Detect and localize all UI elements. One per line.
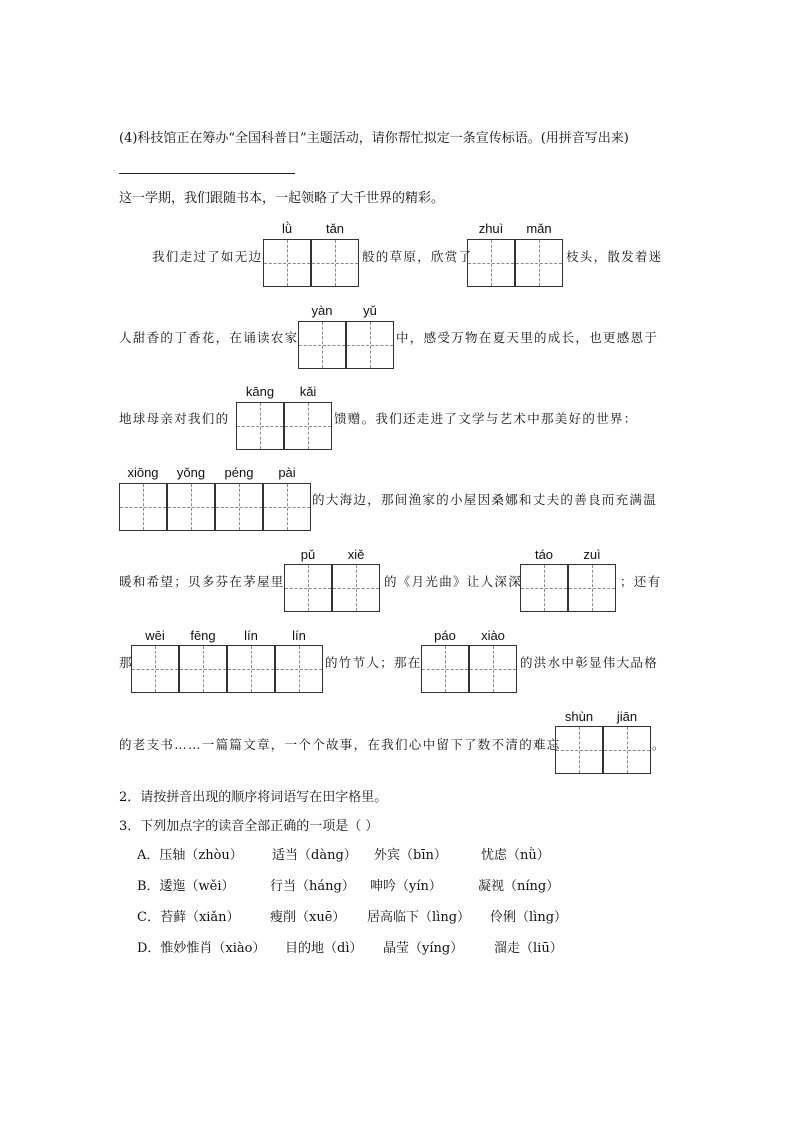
pinyin: pài — [278, 465, 296, 480]
pinyin: yǔ — [363, 303, 377, 318]
tianzige-box[interactable] — [119, 483, 167, 531]
tianzige-box[interactable] — [284, 564, 332, 612]
tianzige-box[interactable] — [421, 645, 469, 693]
tianzige-box[interactable] — [179, 645, 227, 693]
option-a-1[interactable]: A．压轴（zhòu） — [137, 848, 243, 863]
tianzige-box[interactable] — [298, 321, 346, 369]
passage-text: 的《月光曲》让人深深 — [384, 574, 523, 589]
pinyin: táo — [534, 547, 554, 562]
tianzige-box[interactable] — [332, 564, 380, 612]
tianzige-box[interactable] — [227, 645, 275, 693]
pinyin: páo — [434, 628, 456, 643]
option-a-4: 忧虑（nǜ） — [481, 848, 550, 863]
option-c-2: 瘦削（xuē） — [270, 910, 346, 925]
tianzige-box[interactable] — [167, 483, 215, 531]
option-c-3: 居高临下（lìng） — [367, 910, 471, 925]
pinyin: mǎn — [526, 221, 552, 236]
pinyin: lín — [244, 628, 258, 643]
pinyin: xiōng — [127, 465, 159, 480]
option-d-4: 溜走（liū） — [494, 941, 563, 956]
passage-text: 暖和希望；贝多芬在茅屋里 — [119, 574, 285, 589]
question-4: (4)科技馆正在筹办“全国科普日”主题活动，请你帮忙拟定一条宣传标语。(用拼音写出来) — [119, 131, 629, 146]
passage-text: 般的草原，欣赏了 — [362, 249, 473, 264]
option-a-2: 适当（dàng） — [272, 848, 357, 863]
pinyin: xiě — [347, 547, 365, 562]
tianzige-box[interactable] — [311, 239, 359, 287]
tianzige-box[interactable] — [467, 239, 515, 287]
tianzige-box[interactable] — [284, 402, 332, 450]
option-d-3: 晶莹（yíng） — [383, 941, 464, 956]
option-c-4: 伶俐（lìng） — [490, 910, 568, 925]
pinyin: tǎn — [325, 221, 345, 236]
pinyin: xiào — [481, 628, 505, 643]
pinyin: zuì — [583, 547, 601, 562]
option-d-1[interactable]: D．惟妙惟肖（xiào） — [137, 941, 266, 956]
pinyin: lǜ — [281, 221, 293, 236]
option-b-3: 呻吟（yín） — [370, 879, 442, 894]
passage-text: 那 — [119, 655, 133, 670]
pinyin: pǔ — [300, 547, 316, 562]
tianzige-box[interactable] — [520, 564, 568, 612]
passage-text: ；还有 — [620, 574, 662, 589]
pinyin: jiān — [616, 709, 638, 724]
pinyin: kāng — [245, 384, 275, 399]
option-c-1[interactable]: C．苔藓（xiǎn） — [137, 910, 240, 925]
tianzige-box[interactable] — [275, 645, 323, 693]
option-b-4: 凝视（níng） — [478, 879, 560, 894]
tianzige-box[interactable] — [215, 483, 263, 531]
passage-text: 的洪水中彰显伟大品格 — [520, 655, 659, 670]
passage-text: 枝头，散发着迷 — [566, 249, 663, 264]
passage-text: 中，感受万物在夏天里的成长，也更感恩于 — [396, 330, 659, 345]
tianzige-box[interactable] — [568, 564, 616, 612]
passage-text: 地球母亲对我们的 — [119, 411, 230, 426]
pinyin: kǎi — [299, 384, 317, 399]
pinyin: lín — [292, 628, 306, 643]
tianzige-box[interactable] — [236, 402, 284, 450]
passage-text: 的大海边，那间渔家的小屋因桑娜和丈夫的善良而充满温 — [312, 492, 658, 507]
tianzige-box[interactable] — [263, 239, 311, 287]
passage-text: 。 — [652, 737, 666, 752]
option-b-2: 行当（háng） — [270, 879, 355, 894]
passage-text: 的竹节人；那在 — [325, 655, 422, 670]
option-b-1[interactable]: B．逶迤（wěi） — [137, 879, 235, 894]
tianzige-box[interactable] — [263, 483, 311, 531]
passage-text: 的老支书……一篇篇文章，一个个故事，在我们心中留下了数不清的难忘 — [119, 737, 561, 752]
pinyin: fēng — [190, 628, 216, 643]
passage-text: 人甜香的丁香花，在诵读农家 — [119, 330, 299, 345]
pinyin: yàn — [311, 303, 333, 318]
pinyin: shùn — [564, 709, 594, 724]
intro-text: 这一学期，我们跟随书本，一起领略了大千世界的精彩。 — [119, 191, 445, 206]
answer-line[interactable] — [119, 173, 295, 174]
passage-text: 馈赠。我们还走进了文学与艺术中那美好的世界： — [334, 411, 638, 426]
tianzige-box[interactable] — [555, 726, 603, 774]
pinyin: wēi — [145, 628, 165, 643]
tianzige-box[interactable] — [515, 239, 563, 287]
option-a-3: 外宾（bīn） — [374, 848, 447, 863]
tianzige-box[interactable] — [469, 645, 517, 693]
tianzige-box[interactable] — [346, 321, 394, 369]
pinyin: zhuì — [478, 221, 504, 236]
pinyin: péng — [224, 465, 254, 480]
question-3: 3．下列加点字的读音全部正确的一项是（ ） — [119, 819, 379, 834]
tianzige-box[interactable] — [603, 726, 651, 774]
option-d-2: 目的地（dì） — [285, 941, 363, 956]
tianzige-box[interactable] — [131, 645, 179, 693]
question-2: 2．请按拼音出现的顺序将词语写在田字格里。 — [119, 790, 388, 805]
passage-text: 我们走过了如无边 — [152, 249, 263, 264]
pinyin: yǒng — [176, 465, 206, 480]
